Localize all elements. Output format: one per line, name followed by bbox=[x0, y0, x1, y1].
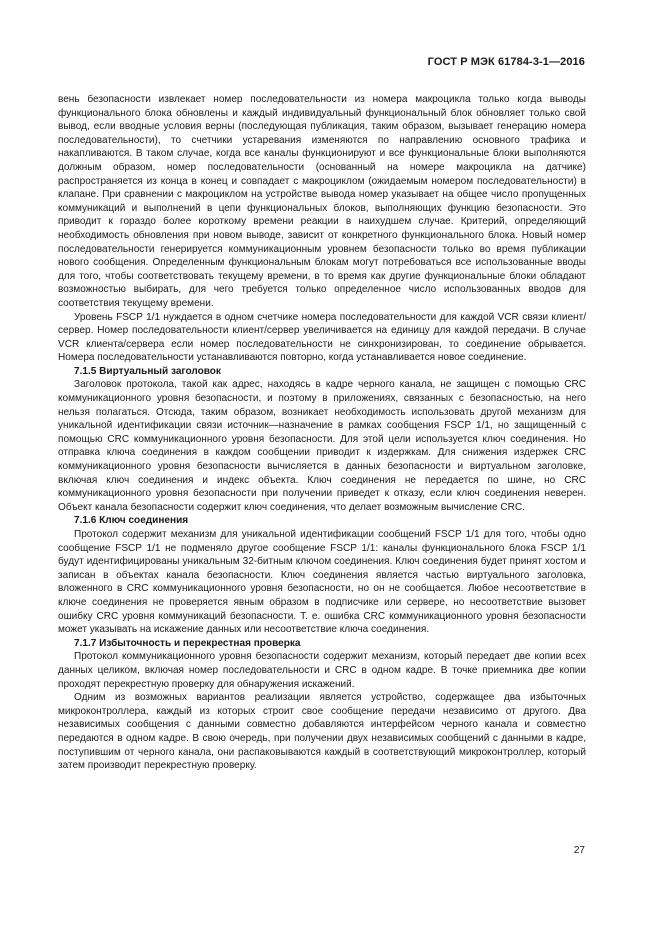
paragraph: Уровень FSCP 1/1 нуждается в одном счетчике номера последовательности для каждой VCR связи клиент/сервер. Номер последовательности клиент/сервер увеличивается на единицу для каждой передачи. В случае VCR клиента/сервера если номер последовательности не синхронизирован, то соединение обрывается. Номера последовательности устанавливаются повторно, когда устанавливается новое соединение. bbox=[58, 311, 586, 364]
paragraph: Заголовок протокола, такой как адрес, находясь в кадре черного канала, не защищен с помощью CRC коммуникационного уровня безопасности, и поэтому в приложениях, связанных с безопасностью, на него нельзя полагаться. Отсюда, таким образом, возникает необходимость использовать другой механизм для уникальной идентификации связи источник—назначение в рамках сообщения FSCP 1/1, но защищенный с помощью CRC коммуникационного уровня безопасности. Для этой цели используется ключ соединения. Но отправка ключа соединения в каждом сообщении приводит к издержкам. Для снижения издержек CRC коммуникационного уровня безопасности вычисляется в данных безопасности и виртуальном заголовке, включая ключ соединения и индекс объекта. Ключ соединения не передается по шине, но CRC коммуникационного уровня безопасности при получении приведет к отказу, если ключ соединения неверен. Объект канала безопасности содержит ключ соединения, что делает возможным вычисление CRC. bbox=[58, 379, 586, 513]
document-body bbox=[58, 93, 586, 773]
section-heading-7-1-7: 7.1.7 Избыточность и перекрестная проверка bbox=[74, 637, 301, 649]
section-heading-7-1-6: 7.1.6 Ключ соединения bbox=[74, 515, 189, 527]
paragraph: вень безопасности извлекает номер последовательности из номера макроцикла только когда выводы функционального блока обновлены и каждый индивидуальный функциональный блок обновляет только свой вывод, если вводные условия верны (последующая публикация, таким образом, вызывает генерацию номера последовательности), то счетчики устаревания изменяются по направлению основного трафика и накапливаются. В таком случае, когда все каналы функционируют и все функциональные блоки выполняются должным образом, номер последовательности (основанный на номере макроцикла на датчике) распространяется из конца в конец и совпадает с макроциклом (ожидаемым номером последовательности) в клапане. При сравнении с макроциклом на устройстве вывода номер указывает на общее число пропущенных коммуникаций и выполнений в цепи функциональных блоков, выполняющих функцию безопасности. Это приводит к гораздо более короткому времени реакции в наихудшем случае. Критерий, определяющий необходимость обновления при новом выводе, зависит от конкретного функционального блока. Новый номер последовательности генерируется коммуникационным уровнем безопасности только во время публикации нового сообщения. Определенным функциональным блокам могут потребоваться все использованные вводы для того, чтобы соответствовать текущему времени, в то время как другие функциональные блоки обладают возможностью выбирать, для чего требуется только определенное число использованных вводов для соответствия текущему времени. bbox=[58, 94, 586, 309]
paragraph: Протокол содержит механизм для уникальной идентификации сообщений FSCP 1/1 для того, чтобы одно сообщение FSCP 1/1 не подменяло другое сообщение FSCP 1/1: каналы функционального блока FSCP 1/1 будут идентифицированы уникальным 32-битным ключом соединения. Ключ соединения будет принят хостом и записан в объектах канала безопасности. Ключ соединения является частью виртуального заголовка, вложенного в CRC коммуникационного уровня безопасности, но он не сообщается. Любое несоответствие в ключе соединения не проверяется явным образом в подписчике или сервере, но несоответствие вызовет ошибку CRC уровня коммуникаций безопасности. Т. е. ошибка CRC коммуникационного уровня безопасности может указывать на искажение данных или несоответствие ключа соединения. bbox=[58, 529, 586, 636]
section-heading-7-1-5: 7.1.5 Виртуальный заголовок bbox=[74, 365, 221, 377]
paragraph: Протокол коммуникационного уровня безопасности содержит механизм, который передает две копии всех данных целиком, включая номер последовательности и CRC в одном кадре. В точке приемника две копии проходят перекрестную проверку для обнаружения искажений. bbox=[58, 651, 586, 690]
page-number: 27 bbox=[573, 845, 585, 856]
paragraph: Одним из возможных вариантов реализации является устройство, содержащее два избыточных микроконтроллера, каждый из которых строит свое сообщение передачи независимо от другого. Два независимых сообщения с данными совместно добавляются интерфейсом черного канала и совместно передаются в одном кадре. В свою очередь, при получении двух независимых сообщений с данными в кадре, поступившим от черного канала, они распаковываются каждый в соответствующий микроконтроллер, который затем производит перекрестную проверку. bbox=[58, 692, 586, 772]
document-header: ГОСТ Р МЭК 61784-3-1—2016 bbox=[427, 56, 585, 68]
